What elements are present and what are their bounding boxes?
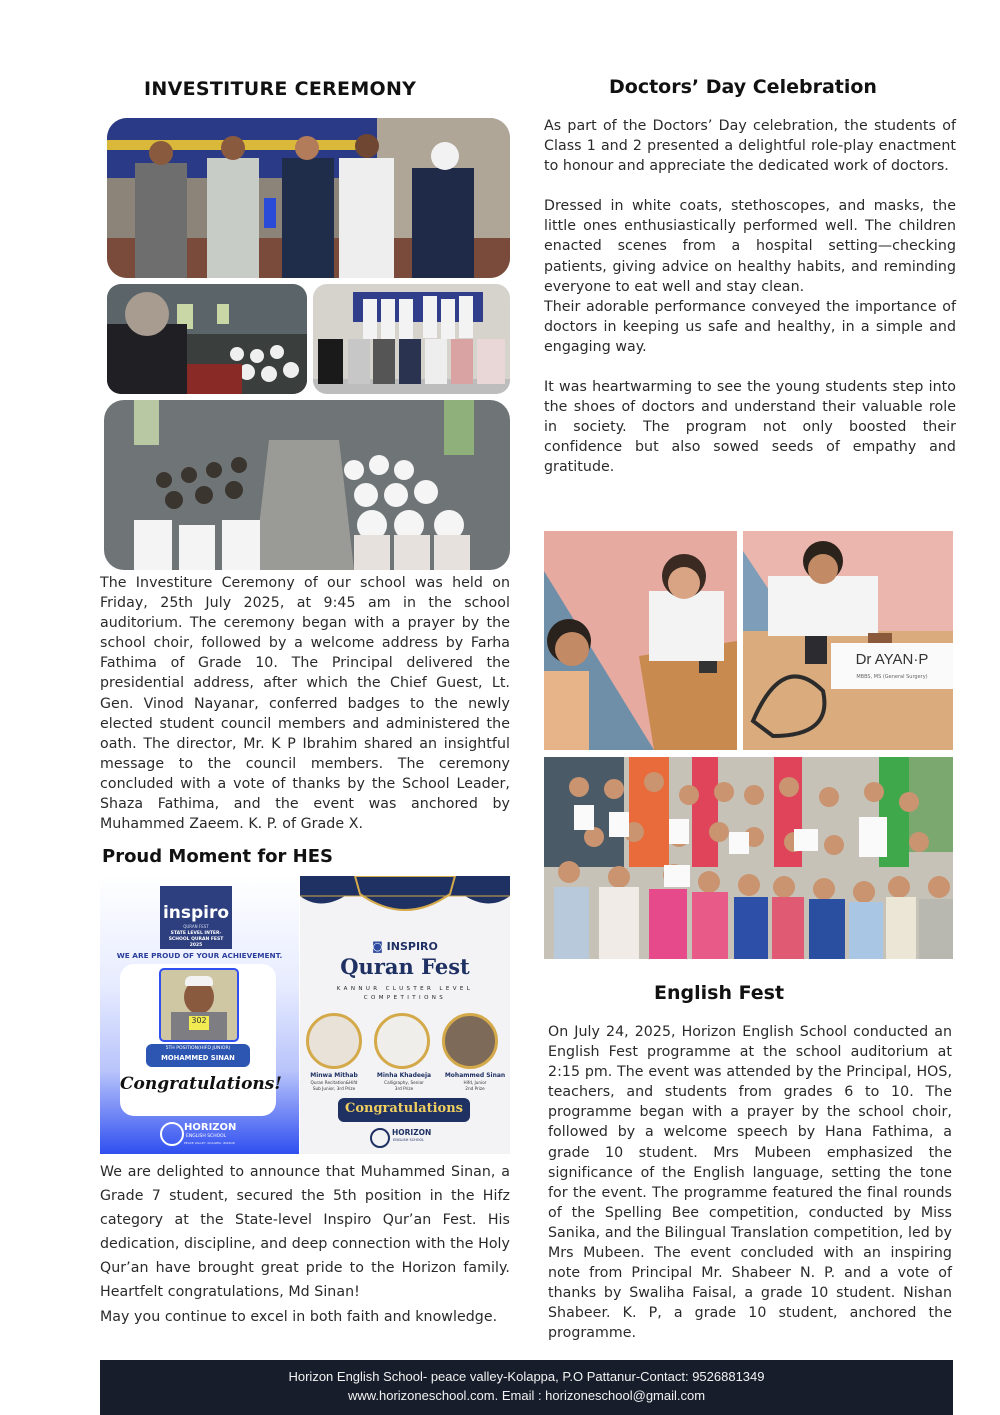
doctors-day-title: Doctors’ Day Celebration — [609, 76, 877, 98]
poster-state-level — [100, 876, 299, 1154]
proud-moment-title: Proud Moment for HES — [102, 846, 333, 867]
horizon-logo-icon-right — [370, 1128, 390, 1148]
doctors-day-photo-desk — [743, 531, 953, 750]
doctors-day-photo-group — [544, 757, 953, 959]
cluster-subtitle-2: COMPETITIONS — [363, 995, 447, 1001]
winner-2-line2: 3rd Prize — [394, 1086, 414, 1091]
cluster-subtitle-1: KANNUR CLUSTER LEVEL — [336, 986, 474, 992]
investiture-body: The Investiture Ceremony of our school was held on Friday, 25th July 2025, at 9:45 am in the school auditorium. The ceremony began with a prayer by the school choir, followed by a welcome address by Farha Fathima of Grade 10. The Principal delivered the presidential address, after which the Chief Guest, Lt. Gen. Vinod Nayanar, conferred badges to the newly elected student council members and administered the oath. The director, Mr. K P Ibrahim shared an insightful message to the council members. The ceremony concluded with a vote of thanks by the School Leader, Shaza Fathima, and the event was anchored by Muhammed Zaeem. K. P. of Grade X. — [100, 575, 510, 833]
inspiro-logo-sub: QURAN FEST — [183, 924, 209, 929]
winner-portrait-2 — [374, 1013, 430, 1069]
investiture-title: INVESTITURE CEREMONY — [144, 78, 417, 100]
winner-card — [120, 964, 282, 1116]
doctors-day-paragraph-4: It was heartwarming to see the young students step into the shoes of doctors and understand their valuable role in society. The program not only boosted their confidence but also sowed seeds of empathy and gratitude. — [544, 379, 956, 476]
investiture-photo-guests — [107, 118, 510, 278]
doctors-day-photo-checkup — [544, 531, 737, 750]
doctors-day-paragraph-3: Their adorable performance conveyed the importance of doctors in keeping us safe and healthy, in a simple and engaging way. — [544, 298, 956, 355]
inspiro-event-text: STATE LEVEL INTER-SCHOOL QURAN FEST 2025 — [168, 931, 224, 948]
proud-moment-paragraph-1: We are delighted to announce that Muhammed Sinan, a Grade 7 student, secured the 5th position in the Hifz category at the State-level Inspiro Qur’an Fest. His dedication, discipline, and deep connection with the Holy Qur’an have brought great pride to the Horizon family. Heartfelt congratulations, Md Sinan! — [100, 1164, 510, 1301]
winner-3-name: Mohammed Sinan — [444, 1072, 506, 1079]
congratulations-script: Congratulations! — [120, 1074, 282, 1094]
investiture-photo-speaker — [107, 284, 307, 394]
footer-contact: www.horizoneschool.com. Email : horizoneschool@gmail.com — [347, 1388, 706, 1403]
doctors-day-paragraph-1: As part of the Doctors’ Day celebration, the students of Class 1 and 2 presented a delightful role-play enactment to honour and appreciate the dedicated work of doctors. — [544, 118, 956, 175]
inspiro-logo-text: inspiro — [162, 903, 230, 923]
winner-portrait-3 — [442, 1013, 498, 1069]
inspiro-mosque-icon: ◙ — [372, 940, 387, 953]
winner-name: MOHAMMED SINAN — [161, 1054, 235, 1062]
horizon-logo-sub: ENGLISH SCHOOL — [186, 1134, 227, 1139]
winner-badge: 302 — [189, 1016, 209, 1030]
horizon-logo-icon — [160, 1122, 184, 1146]
investiture-photo-council — [313, 284, 510, 394]
doctors-day-paragraph-2: Dressed in white coats, stethoscopes, and masks, the little ones enthusiastically performed well. The children enacted scenes from a hospital setting—checking patients, giving advice on healthy habits, and reminding everyone to eat well and stay clean. — [544, 198, 956, 295]
winner-1-name: Minwa Mithab — [310, 1072, 358, 1079]
winner-photo — [159, 968, 239, 1042]
winner-1-line2: Sub Junior, 3rd Prize — [312, 1086, 356, 1091]
winner-position: 5TH POSITION(HIFD JUNIOR) — [165, 1046, 231, 1051]
inspiro-logo-box — [160, 886, 232, 949]
investiture-photo-audience — [104, 400, 510, 570]
islamic-pattern-top — [300, 876, 510, 921]
name-card — [831, 643, 953, 689]
name-card-text: Dr AYAN·P — [855, 651, 929, 668]
winner-3-line2: 2nd Prize — [465, 1086, 485, 1091]
winner-2-name: Minha Khadeeja — [376, 1072, 432, 1079]
footer — [100, 1360, 953, 1415]
doctors-day-body — [544, 116, 956, 478]
inspiro-brand — [300, 940, 510, 953]
winner-3-line1: Hifd, Junior — [463, 1080, 487, 1085]
horizon-logo-sub-right: ENGLISH SCHOOL — [393, 1138, 425, 1142]
english-fest-body: On July 24, 2025, Horizon English School conducted an English Fest programme at the school auditorium at 2:15 pm. The event was attended by the Principal, HOS, teachers, and students from grades 6 to 10. The programme began with a prayer by the school choir, followed by a welcome speech by Hana Fathima, a grade 10 student. Mrs Mubeen emphasized the significance of the English language, setting the tone for the event. The programme featured the final rounds of the Spelling Bee competition, conducted by Miss Sanika, and the Bilingual Translation competition, led by Mrs Mubeen. The event concluded with an inspiring note from Principal Mr. Shabeer N. P. and a vote of thanks by Swaliha Faisal, a grade 10 student. Nishan Shabeer. K. P, a grade 10 student, anchored the programme. — [548, 1024, 952, 1342]
congratulations-banner — [338, 1098, 470, 1122]
congratulations-text: Congratulations — [344, 1101, 464, 1116]
winner-portrait-1 — [306, 1013, 362, 1069]
winner-1-line1: Quran Recitation&Hifd — [310, 1080, 358, 1085]
proud-moment-body — [100, 1160, 510, 1329]
proud-achievement-text: WE ARE PROUD OF YOUR ACHIEVEMENT. — [116, 951, 283, 960]
footer-address: Horizon English School- peace valley-Kolappa, P.O Pattanur-Contact: 9526881349 — [288, 1369, 765, 1384]
quran-fest-title: Quran Fest — [340, 954, 470, 979]
english-fest-title: English Fest — [654, 982, 785, 1004]
proud-moment-paragraph-2: May you continue to excel in both faith and knowledge. — [100, 1308, 498, 1325]
horizon-logo-text: HORIZON — [184, 1122, 237, 1133]
name-card-sub: MBBS, MS (General Surgery) — [856, 674, 928, 680]
winner-2-line1: Calligraphy, Senior — [384, 1080, 424, 1085]
horizon-address: PEACE VALLEY, KOLAPPA, IRIKKUR — [184, 1141, 235, 1145]
poster-cluster-level — [300, 876, 510, 1154]
inspiro-brand-text: INSPIRO — [386, 940, 438, 953]
horizon-logo-text-right: HORIZON — [392, 1128, 432, 1137]
winner-name-banner — [146, 1044, 250, 1067]
